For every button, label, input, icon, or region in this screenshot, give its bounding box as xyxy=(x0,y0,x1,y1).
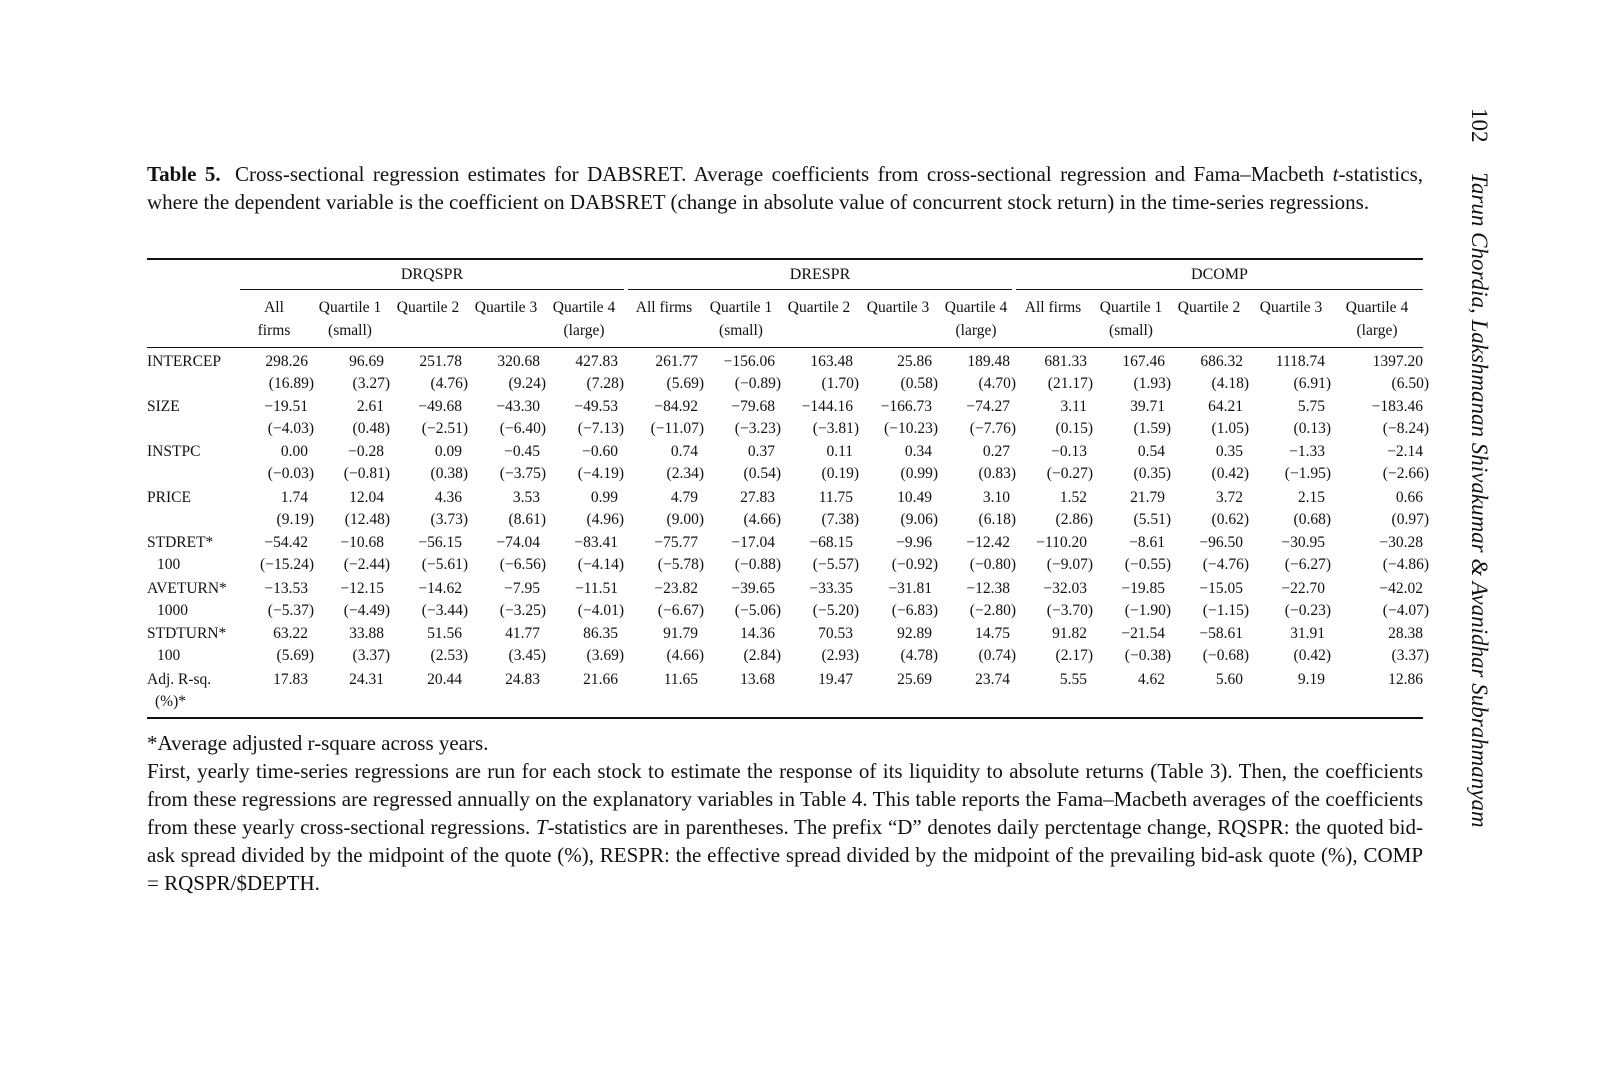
notes-body-2: -statistics are in parentheses. The prefix “D” denotes daily perctentage change, RQSPR: the quoted bid-ask spread divided by the midpoint of the quote (%), RESPR: the effective spread divided by the midpoint of the prevailing bid-ask quote (%), COMP = RQSPR/$DEPTH. xyxy=(147,815,1424,895)
t-statistic-cell: (0.19) xyxy=(821,465,859,482)
t-statistic-cell: (−1.15) xyxy=(1202,602,1249,619)
coefficient-cell: −79.68 xyxy=(731,398,775,415)
t-statistic-cell: (9.19) xyxy=(276,511,314,528)
t-statistic-cell: (−5.57) xyxy=(812,556,859,573)
notes-body xyxy=(147,757,1423,897)
t-statistic-cell: (7.28) xyxy=(586,375,624,392)
notes-body-1: First, yearly time-series regressions are run for each stock to estimate the response of its liquidity to absolute returns (Table 3). Then, the coefficients from these regressions are regressed annually on the explanatory variables in Table 4. This table reports the Fama–Macbeth averages of the coefficients from these yearly cross-sectional regressions. xyxy=(147,759,1423,839)
coefficient-cell: 0.09 xyxy=(434,443,462,460)
table-label: Table 5. xyxy=(147,162,221,186)
t-statistic-cell: (3.27) xyxy=(352,375,390,392)
coefficient-cell: −43.30 xyxy=(496,398,540,415)
coefficient-cell: 1.52 xyxy=(1059,489,1087,506)
t-statistic-cell: (−3.23) xyxy=(734,420,781,437)
coefficient-cell: 0.27 xyxy=(982,443,1010,460)
coefficient-cell: 4.79 xyxy=(670,489,698,506)
t-statistic-cell: (−7.76) xyxy=(969,420,1016,437)
t-statistic-cell: (0.38) xyxy=(430,465,468,482)
row-label: STDTURN* xyxy=(147,625,227,642)
t-statistic-cell: (0.58) xyxy=(900,375,938,392)
t-statistic-cell: (2.84) xyxy=(743,647,781,664)
t-statistic-cell: (−7.13) xyxy=(577,420,624,437)
row-label: PRICE xyxy=(147,489,191,506)
t-statistic-cell: (−4.01) xyxy=(577,602,624,619)
coefficient-cell: 13.68 xyxy=(740,671,775,688)
coefficient-cell: −68.15 xyxy=(809,534,853,551)
coefficient-cell: 3.10 xyxy=(982,489,1010,506)
coefficient-cell: 0.66 xyxy=(1395,489,1423,506)
coefficient-cell: 0.34 xyxy=(904,443,932,460)
coefficient-cell: 298.26 xyxy=(265,353,308,370)
column-header-line2: (large) xyxy=(955,322,997,339)
coefficient-cell: 261.77 xyxy=(655,353,698,370)
coefficient-cell: 0.54 xyxy=(1137,443,1165,460)
column-header-line1: All firms xyxy=(635,299,693,316)
t-statistic-cell: (2.93) xyxy=(821,647,859,664)
coefficient-cell: 2.15 xyxy=(1297,489,1325,506)
t-statistic-cell: (3.37) xyxy=(352,647,390,664)
coefficient-cell: 19.47 xyxy=(818,671,853,688)
coefficient-cell: −17.04 xyxy=(731,534,775,551)
coefficient-cell: 5.55 xyxy=(1059,671,1087,688)
coefficient-cell: −23.82 xyxy=(654,580,698,597)
coefficient-cell: 0.00 xyxy=(280,443,308,460)
group-header-drespr: DRESPR xyxy=(789,266,851,283)
column-header-line2: (large) xyxy=(1356,322,1398,339)
t-statistic-cell: (−6.40) xyxy=(499,420,546,437)
t-statistic-cell: (−6.56) xyxy=(499,556,546,573)
column-header-line2: firms xyxy=(257,322,291,339)
t-statistic-cell: (−4.07) xyxy=(1382,602,1429,619)
coefficient-cell: 92.89 xyxy=(897,625,932,642)
coefficient-cell: 17.83 xyxy=(273,671,308,688)
t-statistic-cell: (12.48) xyxy=(344,511,390,528)
coefficient-cell: 25.69 xyxy=(897,671,932,688)
t-statistic-cell: (9.24) xyxy=(508,375,546,392)
coefficient-cell: 41.77 xyxy=(505,625,540,642)
coefficient-cell: 51.56 xyxy=(427,625,462,642)
column-header xyxy=(544,296,624,342)
coefficient-cell: −30.95 xyxy=(1281,534,1325,551)
t-statistic-cell: (0.42) xyxy=(1293,647,1331,664)
t-statistic-cell: (−0.27) xyxy=(1046,465,1093,482)
t-statistic-cell: (0.68) xyxy=(1293,511,1331,528)
coefficient-cell: 251.78 xyxy=(419,353,462,370)
coefficient-cell: −54.42 xyxy=(264,534,308,551)
t-statistic-cell: (4.78) xyxy=(900,647,938,664)
column-header xyxy=(1251,296,1331,319)
t-statistic-cell: (0.15) xyxy=(1055,420,1093,437)
group-header-dcomp: DCOMP xyxy=(1191,266,1248,283)
t-statistic-cell: (−5.06) xyxy=(734,602,781,619)
t-statistic-cell: (4.18) xyxy=(1211,375,1249,392)
coefficient-cell: 3.11 xyxy=(1060,398,1087,415)
coefficient-cell: −15.05 xyxy=(1199,580,1243,597)
coefficient-cell: 63.22 xyxy=(273,625,308,642)
coefficient-cell: 20.44 xyxy=(427,671,462,688)
coefficient-cell: 0.37 xyxy=(747,443,775,460)
group-rule-dcomp xyxy=(1016,289,1423,290)
t-statistic-cell: (2.53) xyxy=(430,647,468,664)
t-statistic-cell: (4.66) xyxy=(666,647,704,664)
t-statistic-cell: (5.51) xyxy=(1133,511,1171,528)
coefficient-cell: −12.42 xyxy=(966,534,1010,551)
row-label: Adj. R-sq. xyxy=(147,671,212,688)
t-statistic-cell: (−0.88) xyxy=(734,556,781,573)
coefficient-cell: −49.53 xyxy=(574,398,618,415)
t-statistic-cell: (−4.49) xyxy=(343,602,390,619)
column-header-line1: Quartile 3 xyxy=(474,299,538,316)
column-header xyxy=(388,296,468,319)
t-statistic-cell: (−3.25) xyxy=(499,602,546,619)
coefficient-cell: 0.74 xyxy=(670,443,698,460)
coefficient-cell: 320.68 xyxy=(497,353,540,370)
running-head-authors: Tarun Chordia, Lakshmanan Shivakumar & Avanidhar Subrahmanyam xyxy=(1467,172,1492,828)
coefficient-cell: −0.13 xyxy=(1051,443,1087,460)
column-header-line1: Quartile 2 xyxy=(787,299,851,316)
column-header-line2: (small) xyxy=(1109,322,1153,339)
table-caption xyxy=(147,160,1423,216)
t-statistic-cell: (1.93) xyxy=(1133,375,1171,392)
coefficient-cell: −0.45 xyxy=(504,443,540,460)
coefficient-cell: −39.65 xyxy=(731,580,775,597)
column-header xyxy=(1331,296,1423,342)
coefficient-cell: 11.75 xyxy=(818,489,853,506)
coefficient-cell: 189.48 xyxy=(967,353,1010,370)
coefficient-cell: 427.83 xyxy=(575,353,618,370)
row-label: STDRET* xyxy=(147,534,214,551)
t-statistic-cell: (0.83) xyxy=(978,465,1016,482)
column-header-line1: Quartile 4 xyxy=(1345,299,1409,316)
t-statistic-cell: (−0.92) xyxy=(891,556,938,573)
coefficient-cell: −14.62 xyxy=(418,580,462,597)
t-statistic-cell: (−6.27) xyxy=(1284,556,1331,573)
coefficient-cell: 5.60 xyxy=(1215,671,1243,688)
notes-t-italic: T xyxy=(535,815,548,839)
coefficient-cell: 27.83 xyxy=(740,489,775,506)
coefficient-cell: −30.28 xyxy=(1379,534,1423,551)
coefficient-cell: −12.38 xyxy=(966,580,1010,597)
column-header xyxy=(466,296,546,319)
coefficient-cell: −166.73 xyxy=(880,398,932,415)
t-statistic-cell: (−10.23) xyxy=(884,420,938,437)
t-statistic-cell: (6.91) xyxy=(1293,375,1331,392)
coefficient-cell: −1.33 xyxy=(1289,443,1325,460)
t-statistic-cell: (−4.14) xyxy=(577,556,624,573)
coefficient-cell: −31.81 xyxy=(888,580,932,597)
t-statistic-cell: (−5.78) xyxy=(657,556,704,573)
column-header xyxy=(1013,296,1093,319)
t-statistic-cell: (−8.24) xyxy=(1382,420,1429,437)
coefficient-cell: 21.66 xyxy=(583,671,618,688)
coefficient-cell: −74.04 xyxy=(496,534,540,551)
coefficient-cell: 14.36 xyxy=(740,625,775,642)
column-header xyxy=(234,296,314,342)
coefficient-cell: 11.65 xyxy=(663,671,698,688)
column-header-line1: Quartile 1 xyxy=(318,299,382,316)
table-bottom-rule xyxy=(147,717,1423,719)
t-statistic-cell: (0.13) xyxy=(1293,420,1331,437)
coefficient-cell: −110.20 xyxy=(1036,534,1087,551)
group-header-drqspr: DRQSPR xyxy=(400,266,464,283)
t-statistic-cell: (−5.61) xyxy=(421,556,468,573)
t-statistic-cell: (−2.51) xyxy=(421,420,468,437)
t-statistic-cell: (−0.81) xyxy=(343,465,390,482)
row-label: AVETURN* xyxy=(147,580,227,597)
t-statistic-cell: (6.50) xyxy=(1391,375,1429,392)
coefficient-cell: 2.61 xyxy=(356,398,384,415)
t-statistic-cell: (−5.37) xyxy=(267,602,314,619)
column-header-line1: Quartile 3 xyxy=(866,299,930,316)
column-header-line2: (small) xyxy=(719,322,763,339)
column-header-line1: All xyxy=(264,299,284,316)
t-statistic-cell: (−4.19) xyxy=(577,465,624,482)
coefficient-cell: −49.68 xyxy=(418,398,462,415)
column-header-line2: (small) xyxy=(328,322,372,339)
t-statistic-cell: (−4.03) xyxy=(267,420,314,437)
t-statistic-cell: (1.59) xyxy=(1133,420,1171,437)
column-header-line1: Quartile 2 xyxy=(1177,299,1241,316)
coefficient-cell: 86.35 xyxy=(583,625,618,642)
t-statistic-cell: (−3.70) xyxy=(1046,602,1093,619)
coefficient-cell: −2.14 xyxy=(1387,443,1423,460)
coefficient-cell: 3.72 xyxy=(1215,489,1243,506)
t-statistic-cell: (−3.44) xyxy=(421,602,468,619)
t-statistic-cell: (−4.76) xyxy=(1202,556,1249,573)
column-header xyxy=(936,296,1016,342)
coefficient-cell: −0.60 xyxy=(582,443,618,460)
coefficient-cell: 0.35 xyxy=(1215,443,1243,460)
t-statistic-cell: (5.69) xyxy=(276,647,314,664)
coefficient-cell: −9.96 xyxy=(896,534,932,551)
t-statistic-cell: (7.38) xyxy=(821,511,859,528)
t-statistic-cell: (−1.90) xyxy=(1124,602,1171,619)
row-label-continuation: 100 xyxy=(157,556,181,573)
t-statistic-cell: (4.70) xyxy=(978,375,1016,392)
column-header-line1: Quartile 3 xyxy=(1259,299,1323,316)
t-statistic-cell: (16.89) xyxy=(268,375,314,392)
coefficient-cell: −58.61 xyxy=(1199,625,1243,642)
coefficient-cell: 686.32 xyxy=(1200,353,1243,370)
row-label-continuation: 100 xyxy=(157,647,181,664)
footnote: *Average adjusted r-square across years. xyxy=(147,731,489,755)
t-statistic-cell: (0.97) xyxy=(1391,511,1429,528)
t-statistic-cell: (−0.80) xyxy=(969,556,1016,573)
column-header xyxy=(701,296,781,342)
t-statistic-cell: (21.17) xyxy=(1047,375,1093,392)
t-statistic-cell: (3.69) xyxy=(586,647,624,664)
coefficient-cell: −84.92 xyxy=(654,398,698,415)
coefficient-cell: −8.61 xyxy=(1129,534,1165,551)
coefficient-cell: 1397.20 xyxy=(1372,353,1423,370)
column-header-line1: Quartile 2 xyxy=(396,299,460,316)
coefficient-cell: 681.33 xyxy=(1044,353,1087,370)
t-statistic-cell: (4.76) xyxy=(430,375,468,392)
coefficient-cell: −0.28 xyxy=(348,443,384,460)
page-number: 102 xyxy=(1467,108,1492,143)
t-statistic-cell: (−2.80) xyxy=(969,602,1016,619)
coefficient-cell: −12.15 xyxy=(340,580,384,597)
t-statistic-cell: (−5.20) xyxy=(812,602,859,619)
coefficient-cell: 10.49 xyxy=(897,489,932,506)
t-statistic-cell: (4.96) xyxy=(586,511,624,528)
t-statistic-cell: (9.06) xyxy=(900,511,938,528)
t-statistic-cell: (3.37) xyxy=(1391,647,1429,664)
t-statistic-cell: (−3.75) xyxy=(499,465,546,482)
coefficient-cell: −74.27 xyxy=(966,398,1010,415)
t-statistic-cell: (0.62) xyxy=(1211,511,1249,528)
t-statistic-cell: (−4.86) xyxy=(1382,556,1429,573)
t-statistic-cell: (1.05) xyxy=(1211,420,1249,437)
t-statistic-cell: (0.99) xyxy=(900,465,938,482)
coefficient-cell: 4.62 xyxy=(1137,671,1165,688)
group-rule-drqspr xyxy=(240,289,624,290)
coefficient-cell: 14.75 xyxy=(975,625,1010,642)
coefficient-cell: 5.75 xyxy=(1297,398,1325,415)
coefficient-cell: 28.38 xyxy=(1388,625,1423,642)
t-statistic-cell: (3.45) xyxy=(508,647,546,664)
column-header xyxy=(779,296,859,319)
t-statistic-cell: (3.73) xyxy=(430,511,468,528)
column-header-line1: Quartile 4 xyxy=(944,299,1008,316)
coefficient-cell: 33.88 xyxy=(349,625,384,642)
t-statistic-cell: (−9.07) xyxy=(1046,556,1093,573)
coefficient-cell: −144.16 xyxy=(801,398,853,415)
coefficient-cell: 4.36 xyxy=(434,489,462,506)
coefficient-cell: −183.46 xyxy=(1371,398,1423,415)
t-statistic-cell: (−0.68) xyxy=(1202,647,1249,664)
column-header xyxy=(624,296,704,319)
t-statistic-cell: (6.18) xyxy=(978,511,1016,528)
coefficient-cell: 0.11 xyxy=(826,443,853,460)
t-statistic-cell: (0.74) xyxy=(978,647,1016,664)
coefficient-cell: 3.53 xyxy=(512,489,540,506)
coefficient-cell: 163.48 xyxy=(810,353,853,370)
t-statistic-cell: (−1.95) xyxy=(1284,465,1331,482)
column-header xyxy=(1169,296,1249,319)
coefficient-cell: 39.71 xyxy=(1130,398,1165,415)
row-label: INTERCEP xyxy=(147,353,222,370)
column-header xyxy=(858,296,938,319)
column-header-line1: Quartile 4 xyxy=(552,299,616,316)
column-header xyxy=(310,296,390,342)
t-statistic-cell: (−15.24) xyxy=(260,556,314,573)
coefficient-cell: −21.54 xyxy=(1121,625,1165,642)
coefficient-cell: −75.77 xyxy=(654,534,698,551)
column-header-line1: All firms xyxy=(1024,299,1082,316)
t-statistic-cell: (1.70) xyxy=(821,375,859,392)
header-bottom-rule xyxy=(147,347,1423,348)
t-statistic-cell: (9.00) xyxy=(666,511,704,528)
t-statistic-cell: (−11.07) xyxy=(650,420,704,437)
column-header xyxy=(1091,296,1171,342)
caption-text-1: Cross-sectional regression estimates for DABSRET. Average coefficients from cross-sectional regression and Fama–Macbeth xyxy=(235,162,1325,186)
t-statistic-cell: (−2.44) xyxy=(343,556,390,573)
coefficient-cell: 25.86 xyxy=(897,353,932,370)
column-header-line1: Quartile 1 xyxy=(1099,299,1163,316)
t-statistic-cell: (−6.83) xyxy=(891,602,938,619)
coefficient-cell: −33.35 xyxy=(809,580,853,597)
row-label: INSTPC xyxy=(147,443,201,460)
coefficient-cell: −11.51 xyxy=(574,580,618,597)
t-statistic-cell: (−0.23) xyxy=(1284,602,1331,619)
coefficient-cell: −22.70 xyxy=(1281,580,1325,597)
t-statistic-cell: (0.42) xyxy=(1211,465,1249,482)
coefficient-cell: −19.51 xyxy=(264,398,308,415)
column-header-line2: (large) xyxy=(563,322,605,339)
t-statistic-cell: (2.17) xyxy=(1055,647,1093,664)
t-statistic-cell: (0.54) xyxy=(743,465,781,482)
coefficient-cell: −96.50 xyxy=(1199,534,1243,551)
running-head xyxy=(1466,108,1492,828)
t-statistic-cell: (0.35) xyxy=(1133,465,1171,482)
coefficient-cell: 9.19 xyxy=(1297,671,1325,688)
coefficient-cell: −10.68 xyxy=(340,534,384,551)
coefficient-cell: −19.85 xyxy=(1121,580,1165,597)
t-statistic-cell: (−6.67) xyxy=(657,602,704,619)
column-header-line1: Quartile 1 xyxy=(709,299,773,316)
coefficient-cell: 70.53 xyxy=(818,625,853,642)
coefficient-cell: −7.95 xyxy=(504,580,540,597)
coefficient-cell: 12.86 xyxy=(1388,671,1423,688)
t-statistic-cell: (−0.38) xyxy=(1124,647,1171,664)
t-statistic-cell: (8.61) xyxy=(508,511,546,528)
coefficient-cell: 91.79 xyxy=(663,625,698,642)
coefficient-cell: 167.46 xyxy=(1122,353,1165,370)
coefficient-cell: 64.21 xyxy=(1208,398,1243,415)
t-statistic-cell: (−0.89) xyxy=(734,375,781,392)
coefficient-cell: 1118.74 xyxy=(1275,353,1325,370)
t-statistic-cell: (5.69) xyxy=(666,375,704,392)
group-rule-drespr xyxy=(628,289,1012,290)
t-statistic-cell: (−0.03) xyxy=(267,465,314,482)
caption-t-italic: t xyxy=(1332,162,1339,186)
t-statistic-cell: (−0.55) xyxy=(1124,556,1171,573)
coefficient-cell: 96.69 xyxy=(349,353,384,370)
t-statistic-cell: (2.34) xyxy=(666,465,704,482)
coefficient-cell: −32.03 xyxy=(1043,580,1087,597)
row-label-continuation: 1000 xyxy=(157,602,188,619)
row-label-continuation: (%)* xyxy=(155,693,186,710)
coefficient-cell: 24.83 xyxy=(505,671,540,688)
t-statistic-cell: (4.66) xyxy=(743,511,781,528)
coefficient-cell: 23.74 xyxy=(975,671,1010,688)
coefficient-cell: −156.06 xyxy=(723,353,775,370)
row-label: SIZE xyxy=(147,398,180,415)
table-top-rule xyxy=(147,258,1423,260)
coefficient-cell: 1.74 xyxy=(280,489,308,506)
caption-text-2: -statistics, where the dependent variable is the coefficient on DABSRET (change in absolute value of concurrent stock return) in the time-series regressions. xyxy=(147,162,1424,214)
t-statistic-cell: (0.48) xyxy=(352,420,390,437)
coefficient-cell: 24.31 xyxy=(349,671,384,688)
t-statistic-cell: (−2.66) xyxy=(1382,465,1429,482)
t-statistic-cell: (−3.81) xyxy=(812,420,859,437)
coefficient-cell: −83.41 xyxy=(574,534,618,551)
coefficient-cell: 12.04 xyxy=(349,489,384,506)
table-notes xyxy=(147,729,1423,897)
coefficient-cell: −42.02 xyxy=(1379,580,1423,597)
coefficient-cell: −13.53 xyxy=(264,580,308,597)
coefficient-cell: 21.79 xyxy=(1130,489,1165,506)
t-statistic-cell: (2.86) xyxy=(1055,511,1093,528)
coefficient-cell: −56.15 xyxy=(418,534,462,551)
coefficient-cell: 31.91 xyxy=(1290,625,1325,642)
coefficient-cell: 91.82 xyxy=(1052,625,1087,642)
coefficient-cell: 0.99 xyxy=(590,489,618,506)
